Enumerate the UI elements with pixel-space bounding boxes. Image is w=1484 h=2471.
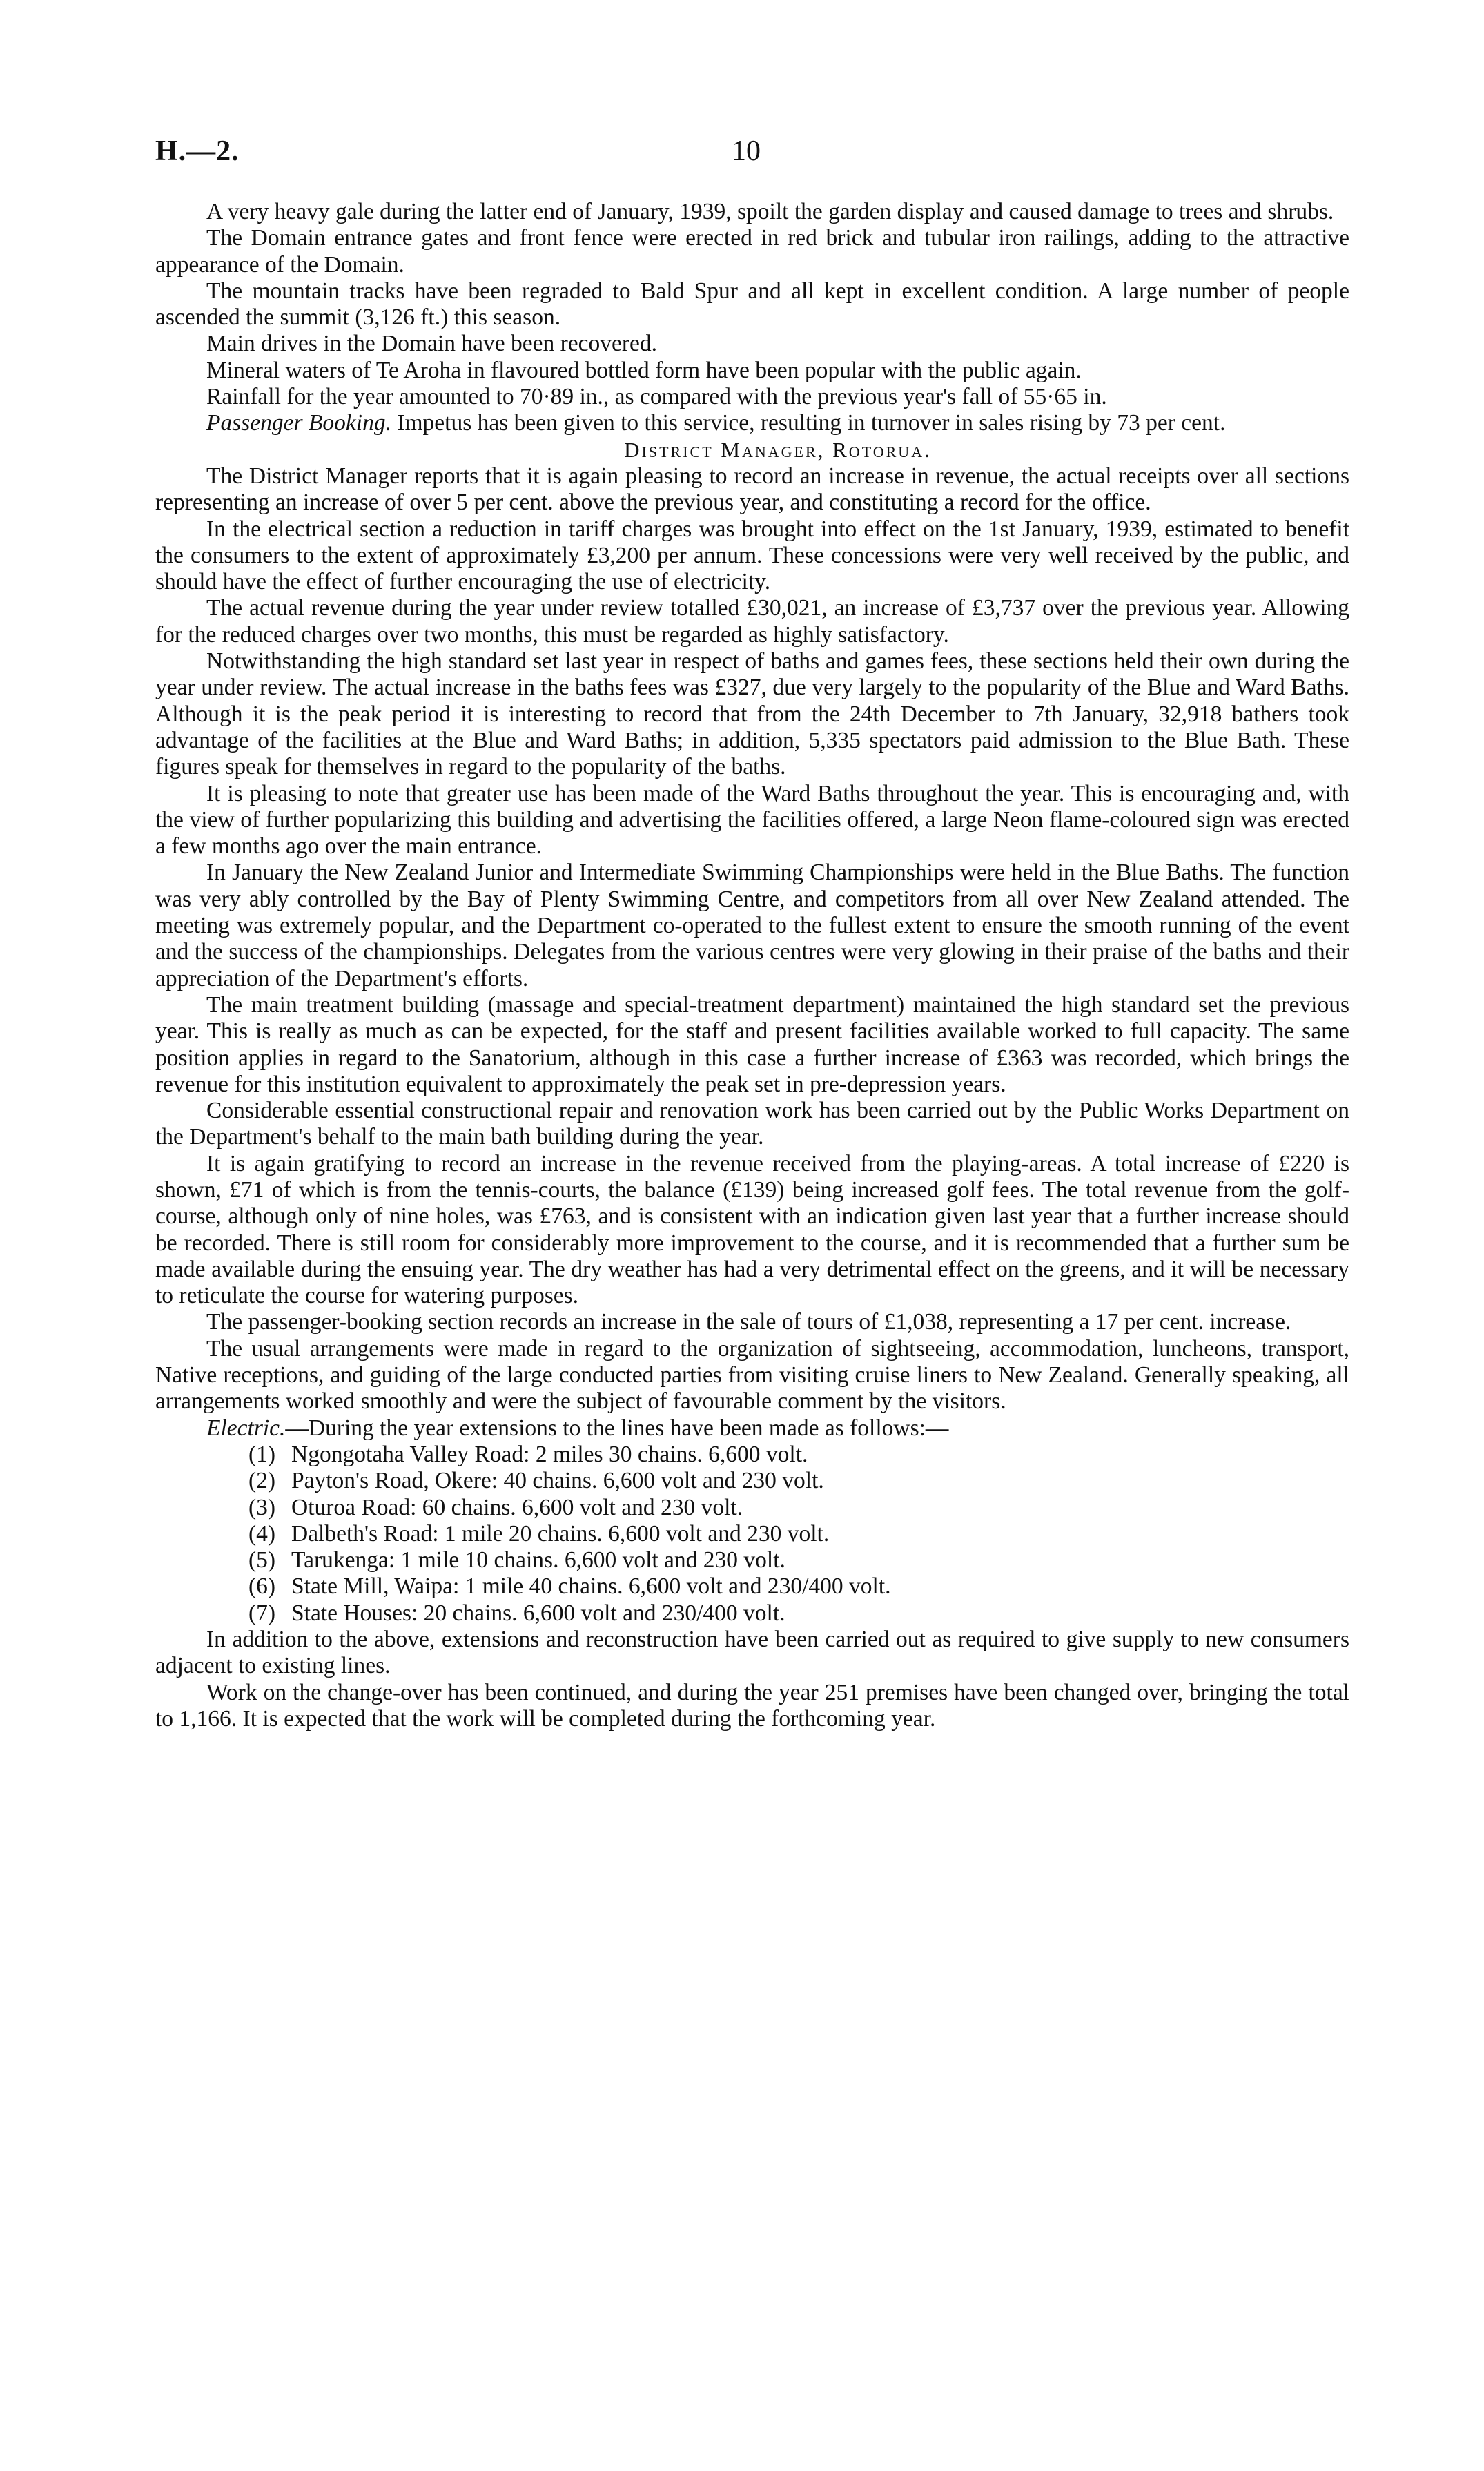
paragraph-change-over: Work on the change-over has been continued, and during the year 251 premises have been changed over, bringing the total to 1,166. It is expected that the work will be completed during the forthcoming year. bbox=[155, 1679, 1349, 1732]
report-reference: H.—2. bbox=[155, 135, 240, 167]
paragraph-revenue-increase: The District Manager reports that it is again pleasing to record an increase in revenue, the actual receipts over all sections representing an increase of over 5 per cent. above the previous year, and constituting a record for the office. bbox=[155, 463, 1349, 516]
list-item-text: Oturoa Road: 60 chains. 6,600 volt and 230 volt. bbox=[291, 1494, 743, 1520]
passenger-booking-text: Impetus has been given to this service, resulting in turnover in sales rising by 73 per cent. bbox=[391, 410, 1226, 436]
list-item-text: State Mill, Waipa: 1 mile 40 chains. 6,600 volt and 230/400 volt. bbox=[291, 1573, 891, 1600]
paragraph-passenger-booking bbox=[155, 410, 1349, 436]
paragraph-ward-baths: It is pleasing to note that greater use has been made of the Ward Baths throughout the year. This is encouraging and, with the view of further popularizing this building and advertising the facilities offered, a large Neon flame-coloured sign was erected a few months ago over the main entrance. bbox=[155, 780, 1349, 860]
list-item bbox=[248, 1573, 1349, 1600]
list-item bbox=[248, 1468, 1349, 1494]
paragraph-domain-gates: The Domain entrance gates and front fence were erected in red brick and tubular iron railings, adding to the attractive appearance of the Domain. bbox=[155, 225, 1349, 278]
electric-intro: —During the year extensions to the lines have been made as follows:— bbox=[285, 1415, 949, 1441]
paragraph-baths-fees: Notwithstanding the high standard set last year in respect of baths and games fees, these sections held their own during the year under review. The actual increase in the baths fees was £327, due very largely to the popularity of the Blue and Ward Baths. Although it is the peak period it is interesting to record that from the 24th December to 7th January, 32,918 bathers took advantage of the facilities at the Blue and Ward Baths; in addition, 5,335 spectators paid admission to the Blue Bath. These figures speak for themselves in regard to the popularity of the baths. bbox=[155, 648, 1349, 780]
list-item-text: Payton's Road, Okere: 40 chains. 6,600 volt and 230 volt. bbox=[291, 1468, 824, 1494]
list-item-text: State Houses: 20 chains. 6,600 volt and 230/400 volt. bbox=[291, 1600, 785, 1626]
paragraph-constructional-repair: Considerable essential constructional repair and renovation work has been carried out by the Public Works Department on the Department's behalf to the main bath building during the year. bbox=[155, 1098, 1349, 1150]
page-number: 10 bbox=[732, 135, 761, 167]
list-item-text: Tarukenga: 1 mile 10 chains. 6,600 volt and 230 volt. bbox=[291, 1547, 785, 1573]
paragraph-cruise-liners: The usual arrangements were made in regard to the organization of sightseeing, accommodation, luncheons, transport, Native receptions, and guiding of the large conducted parties from visiting cruise liners to New Zealand. Generally speaking, all arrangements worked smoothly and were the subject of favourable comment by the visitors. bbox=[155, 1335, 1349, 1415]
extensions-list bbox=[155, 1442, 1349, 1627]
list-item-number: (6) bbox=[248, 1573, 276, 1600]
list-item bbox=[248, 1521, 1349, 1547]
document-body bbox=[155, 199, 1349, 1732]
paragraph-actual-revenue: The actual revenue during the year under review totalled £30,021, an increase of £3,737 over the previous year. Allowing for the reduced charges over two months, this must be regarded as highly satisfactory. bbox=[155, 595, 1349, 648]
list-item bbox=[248, 1442, 1349, 1468]
list-item-number: (4) bbox=[248, 1520, 276, 1547]
paragraph-tariff-reduction: In the electrical section a reduction in tariff charges was brought into effect on the 1st January, 1939, estimated to benefit the consumers to the extent of approximately £3,200 per annum. These concessions were very well received by the public, and should have the effect of further encouraging the use of electricity. bbox=[155, 516, 1349, 595]
paragraph-mountain-tracks: The mountain tracks have been regraded to Bald Spur and all kept in excellent condition. A large number of people ascended the summit (3,126 ft.) this season. bbox=[155, 278, 1349, 331]
paragraph-gale: A very heavy gale during the latter end of January, 1939, spoilt the garden display and caused damage to trees and shrubs. bbox=[206, 199, 1334, 224]
paragraph-playing-areas: It is again gratifying to record an increase in the revenue received from the playing-areas. A total increase of £220 is shown, £71 of which is from the tennis-courts, the balance (£139) being increased golf fees. The total revenue from the golf-course, although only of nine holes, was £763, and is consistent with an indication given last year that a further increase should be recorded. There is still room for considerably more improvement to the course, and it is recommended that a further sum be made available during the ensuing year. The dry weather has had a very detrimental effect on the greens, and it will be necessary to reticulate the course for watering purposes. bbox=[155, 1150, 1349, 1309]
list-item-number: (3) bbox=[248, 1494, 276, 1520]
list-item-number: (5) bbox=[248, 1547, 276, 1573]
list-item-number: (1) bbox=[248, 1441, 276, 1467]
paragraph-extensions-reconstruction: In addition to the above, extensions and reconstruction have been carried out as required to give supply to new consumers adjacent to existing lines. bbox=[155, 1627, 1349, 1679]
list-item bbox=[248, 1495, 1349, 1521]
paragraph-swimming-championships: In January the New Zealand Junior and Intermediate Swimming Championships were held in the Blue Baths. The function was very ably controlled by the Bay of Plenty Swimming Centre, and competitors from all over New Zealand attended. The meeting was extremely popular, and the Department co-operated to the fullest extent to ensure the smooth running of the event and the success of the championships. Delegates from the various centres were very glowing in their praise of the baths and their appreciation of the Department's efforts. bbox=[155, 860, 1349, 991]
paragraph-main-treatment-building: The main treatment building (massage and special-treatment department) maintained the high standard set the previous year. This is really as much as can be expected, for the staff and present facilities available worked to full capacity. The same position applies in regard to the Sanatorium, although in this case a further increase of £363 was recorded, which brings the revenue for this institution equivalent to approximately the peak set in pre-depression years. bbox=[155, 991, 1349, 1097]
list-item-text: Dalbeth's Road: 1 mile 20 chains. 6,600 volt and 230 volt. bbox=[291, 1520, 830, 1547]
page-header bbox=[155, 135, 1349, 176]
list-item-text: Ngongotaha Valley Road: 2 miles 30 chains. 6,600 volt. bbox=[291, 1441, 808, 1467]
paragraph-rainfall: Rainfall for the year amounted to 70·89 in., as compared with the previous year's fall of 55·65 in. bbox=[206, 384, 1107, 410]
paragraph-electric bbox=[155, 1415, 1349, 1442]
list-item-number: (2) bbox=[248, 1468, 276, 1494]
paragraph-passenger-booking-section: The passenger-booking section records an increase in the sale of tours of £1,038, representing a 17 per cent. increase. bbox=[206, 1309, 1291, 1335]
paragraph-main-drives: Main drives in the Domain have been recovered. bbox=[206, 331, 658, 357]
list-item-number: (7) bbox=[248, 1600, 276, 1626]
list-item bbox=[248, 1600, 1349, 1627]
passenger-booking-label: Passenger Booking. bbox=[206, 410, 391, 436]
list-item bbox=[248, 1547, 1349, 1573]
section-heading-district-manager: District Manager, Rotorua. bbox=[624, 437, 932, 462]
electric-label: Electric. bbox=[206, 1415, 286, 1441]
paragraph-mineral-waters: Mineral waters of Te Aroha in flavoured bottled form have been popular with the public again. bbox=[206, 357, 1082, 383]
